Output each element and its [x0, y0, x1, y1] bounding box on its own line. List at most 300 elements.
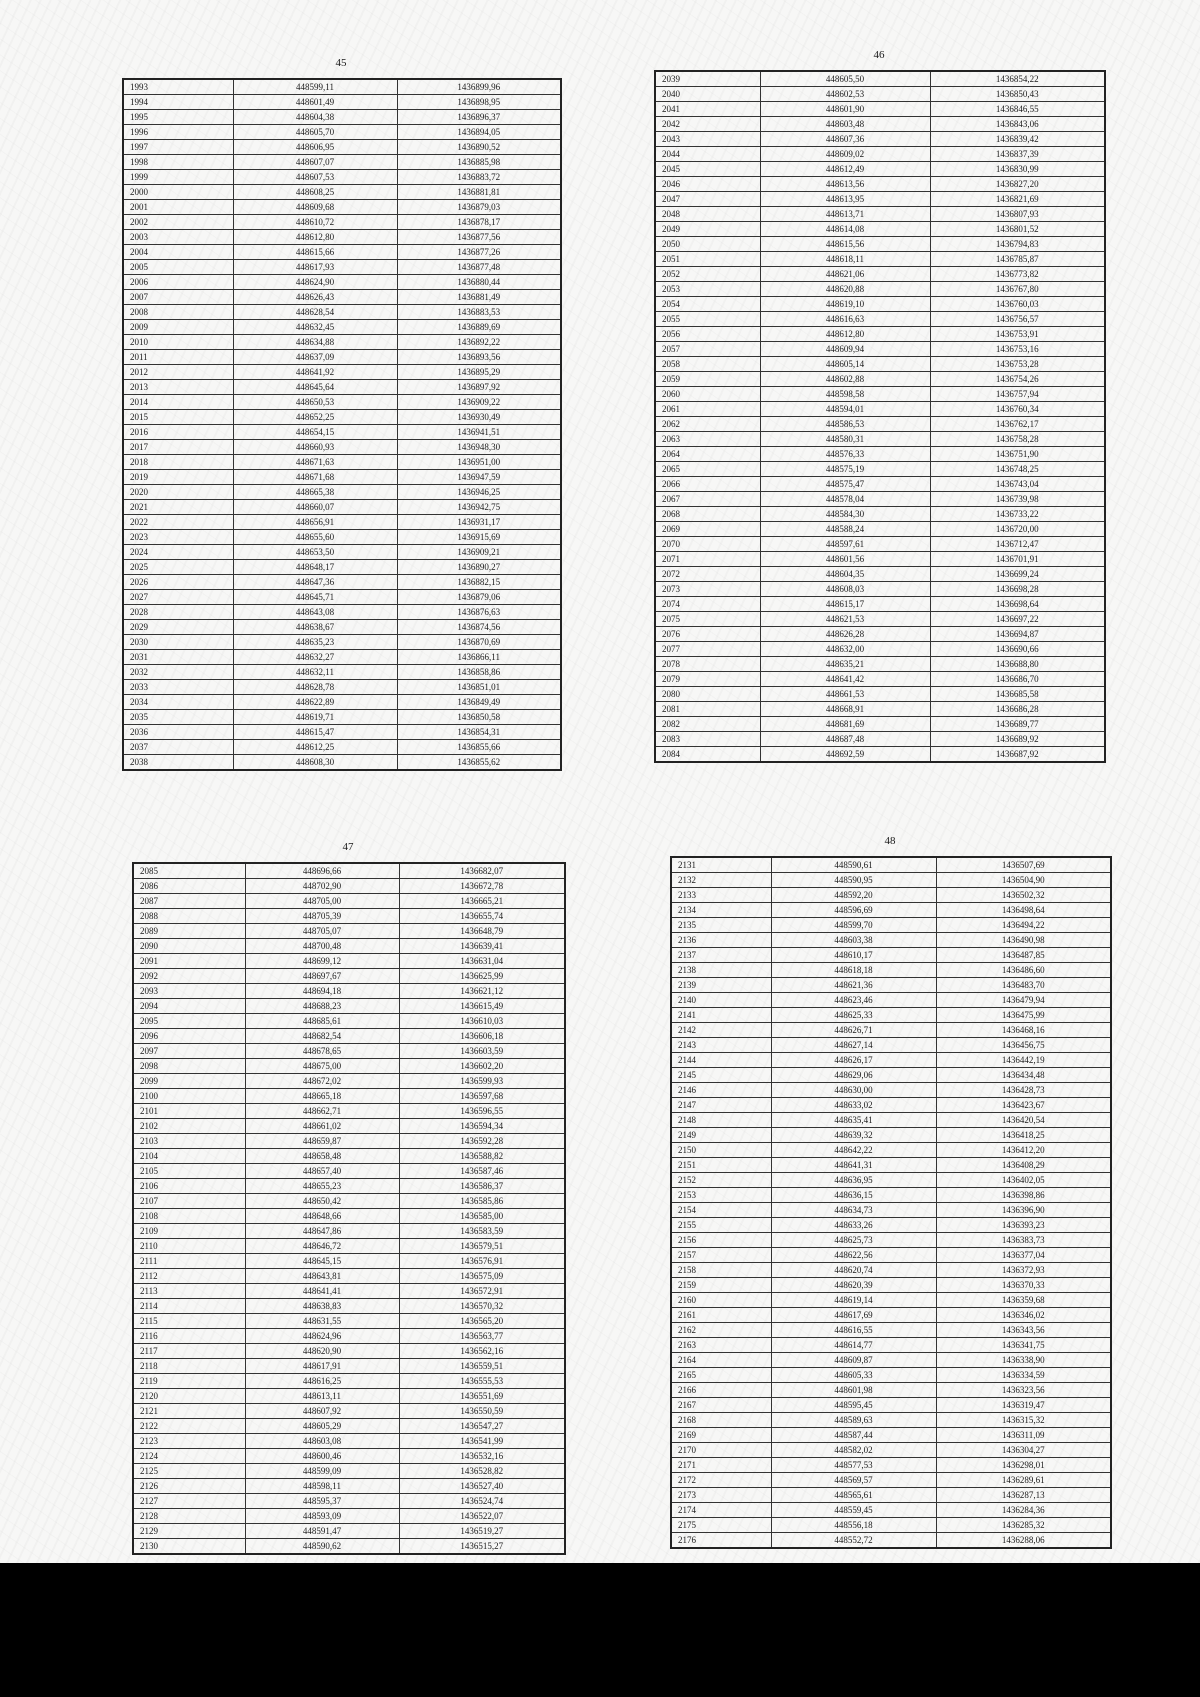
point-number-cell: 2151: [671, 1158, 771, 1173]
x-coordinate-cell: 448705,00: [245, 894, 399, 909]
x-coordinate-cell: 448634,88: [233, 335, 397, 350]
table-row: [671, 1113, 1111, 1128]
x-coordinate-cell: 448588,24: [760, 522, 930, 537]
x-coordinate-cell: 448660,07: [233, 500, 397, 515]
x-coordinate-cell: 448608,25: [233, 185, 397, 200]
table-row: [133, 1044, 565, 1059]
point-number-cell: 2169: [671, 1428, 771, 1443]
y-coordinate-cell: 1436753,16: [930, 342, 1105, 357]
table-row: [123, 620, 561, 635]
x-coordinate-cell: 448628,78: [233, 680, 397, 695]
table-row: [123, 125, 561, 140]
x-coordinate-cell: 448559,45: [771, 1503, 936, 1518]
point-number-cell: 2077: [655, 642, 760, 657]
y-coordinate-cell: 1436346,02: [936, 1308, 1111, 1323]
x-coordinate-cell: 448687,48: [760, 732, 930, 747]
table-row: [133, 1284, 565, 1299]
y-coordinate-cell: 1436396,90: [936, 1203, 1111, 1218]
y-coordinate-cell: 1436686,28: [930, 702, 1105, 717]
y-coordinate-cell: 1436890,27: [397, 560, 561, 575]
y-coordinate-cell: 1436876,63: [397, 605, 561, 620]
y-coordinate-cell: 1436625,99: [399, 969, 565, 984]
table-row: [133, 999, 565, 1014]
table-row: [133, 1359, 565, 1374]
y-coordinate-cell: 1436655,74: [399, 909, 565, 924]
y-coordinate-cell: 1436639,41: [399, 939, 565, 954]
table-row: [655, 507, 1105, 522]
y-coordinate-cell: 1436720,00: [930, 522, 1105, 537]
table-row: [133, 1239, 565, 1254]
table-row: [123, 395, 561, 410]
x-coordinate-cell: 448615,66: [233, 245, 397, 260]
x-coordinate-cell: 448627,14: [771, 1038, 936, 1053]
y-coordinate-cell: 1436753,91: [930, 327, 1105, 342]
y-coordinate-cell: 1436895,29: [397, 365, 561, 380]
y-coordinate-cell: 1436288,06: [936, 1533, 1111, 1549]
point-number-cell: 2106: [133, 1179, 245, 1194]
table-row: [655, 117, 1105, 132]
x-coordinate-cell: 448641,31: [771, 1158, 936, 1173]
y-coordinate-cell: 1436507,69: [936, 857, 1111, 873]
table-row: [133, 1149, 565, 1164]
table-row: [655, 687, 1105, 702]
y-coordinate-cell: 1436596,55: [399, 1104, 565, 1119]
y-coordinate-cell: 1436370,33: [936, 1278, 1111, 1293]
point-number-cell: 2030: [123, 635, 233, 650]
x-coordinate-cell: 448615,56: [760, 237, 930, 252]
point-number-cell: 2029: [123, 620, 233, 635]
point-number-cell: 2066: [655, 477, 760, 492]
x-coordinate-cell: 448612,25: [233, 740, 397, 755]
y-coordinate-cell: 1436468,16: [936, 1023, 1111, 1038]
y-coordinate-cell: 1436879,03: [397, 200, 561, 215]
x-coordinate-cell: 448603,48: [760, 117, 930, 132]
point-number-cell: 2157: [671, 1248, 771, 1263]
table-row: [133, 1164, 565, 1179]
table-row: [655, 582, 1105, 597]
x-coordinate-cell: 448605,29: [245, 1419, 399, 1434]
y-coordinate-cell: 1436298,01: [936, 1458, 1111, 1473]
y-coordinate-cell: 1436854,22: [930, 71, 1105, 87]
y-coordinate-cell: 1436762,17: [930, 417, 1105, 432]
point-number-cell: 2002: [123, 215, 233, 230]
x-coordinate-cell: 448575,47: [760, 477, 930, 492]
x-coordinate-cell: 448597,61: [760, 537, 930, 552]
point-number-cell: 2148: [671, 1113, 771, 1128]
table-row: [133, 1104, 565, 1119]
y-coordinate-cell: 1436855,66: [397, 740, 561, 755]
point-number-cell: 1995: [123, 110, 233, 125]
x-coordinate-cell: 448556,18: [771, 1518, 936, 1533]
x-coordinate-cell: 448586,53: [760, 417, 930, 432]
y-coordinate-cell: 1436892,22: [397, 335, 561, 350]
table-row: [123, 350, 561, 365]
table-row: [671, 857, 1111, 873]
table-row: [671, 1083, 1111, 1098]
table-row: [671, 1458, 1111, 1473]
y-coordinate-cell: 1436527,40: [399, 1479, 565, 1494]
point-number-cell: 2164: [671, 1353, 771, 1368]
x-coordinate-cell: 448685,61: [245, 1014, 399, 1029]
table-row: [671, 1188, 1111, 1203]
point-number-cell: 2043: [655, 132, 760, 147]
y-coordinate-cell: 1436315,32: [936, 1413, 1111, 1428]
x-coordinate-cell: 448645,64: [233, 380, 397, 395]
table-row: [671, 978, 1111, 993]
x-coordinate-cell: 448616,55: [771, 1323, 936, 1338]
table-row: [133, 1269, 565, 1284]
table-row: [133, 924, 565, 939]
x-coordinate-cell: 448624,96: [245, 1329, 399, 1344]
x-coordinate-cell: 448610,72: [233, 215, 397, 230]
point-number-cell: 2034: [123, 695, 233, 710]
point-number-cell: 2059: [655, 372, 760, 387]
table-row: [655, 327, 1105, 342]
y-coordinate-cell: 1436881,49: [397, 290, 561, 305]
table-row: [655, 147, 1105, 162]
point-number-cell: 2087: [133, 894, 245, 909]
table-row: [671, 1128, 1111, 1143]
point-number-cell: 2129: [133, 1524, 245, 1539]
y-coordinate-cell: 1436475,99: [936, 1008, 1111, 1023]
point-number-cell: 2088: [133, 909, 245, 924]
y-coordinate-cell: 1436428,73: [936, 1083, 1111, 1098]
table-row: [655, 357, 1105, 372]
y-coordinate-cell: 1436877,48: [397, 260, 561, 275]
y-coordinate-cell: 1436323,56: [936, 1383, 1111, 1398]
point-number-cell: 2137: [671, 948, 771, 963]
point-number-cell: 2033: [123, 680, 233, 695]
table-row: [671, 1158, 1111, 1173]
table-row: [671, 1248, 1111, 1263]
coordinates-table: [670, 856, 1112, 1549]
y-coordinate-cell: 1436585,00: [399, 1209, 565, 1224]
x-coordinate-cell: 448654,15: [233, 425, 397, 440]
table-row: [133, 1434, 565, 1449]
x-coordinate-cell: 448608,03: [760, 582, 930, 597]
x-coordinate-cell: 448641,42: [760, 672, 930, 687]
point-number-cell: 2171: [671, 1458, 771, 1473]
table-row: [655, 237, 1105, 252]
y-coordinate-cell: 1436319,47: [936, 1398, 1111, 1413]
y-coordinate-cell: 1436821,69: [930, 192, 1105, 207]
x-coordinate-cell: 448652,25: [233, 410, 397, 425]
point-number-cell: 2108: [133, 1209, 245, 1224]
table-row: [671, 1383, 1111, 1398]
point-number-cell: 2084: [655, 747, 760, 763]
x-coordinate-cell: 448633,02: [771, 1098, 936, 1113]
table-row: [133, 1194, 565, 1209]
table-row: [133, 894, 565, 909]
x-coordinate-cell: 448671,63: [233, 455, 397, 470]
y-coordinate-cell: 1436334,59: [936, 1368, 1111, 1383]
point-number-cell: 2138: [671, 963, 771, 978]
y-coordinate-cell: 1436519,27: [399, 1524, 565, 1539]
y-coordinate-cell: 1436494,22: [936, 918, 1111, 933]
y-coordinate-cell: 1436398,86: [936, 1188, 1111, 1203]
y-coordinate-cell: 1436575,09: [399, 1269, 565, 1284]
point-number-cell: 2062: [655, 417, 760, 432]
y-coordinate-cell: 1436882,15: [397, 575, 561, 590]
page-block-46: [654, 48, 1104, 759]
point-number-cell: 2061: [655, 402, 760, 417]
table-row: [671, 1023, 1111, 1038]
point-number-cell: 2161: [671, 1308, 771, 1323]
y-coordinate-cell: 1436572,91: [399, 1284, 565, 1299]
x-coordinate-cell: 448592,20: [771, 888, 936, 903]
point-number-cell: 2047: [655, 192, 760, 207]
point-number-cell: 2149: [671, 1128, 771, 1143]
x-coordinate-cell: 448577,53: [771, 1458, 936, 1473]
y-coordinate-cell: 1436870,69: [397, 635, 561, 650]
table-row: [133, 939, 565, 954]
y-coordinate-cell: 1436631,04: [399, 954, 565, 969]
table-row: [123, 95, 561, 110]
y-coordinate-cell: 1436383,73: [936, 1233, 1111, 1248]
point-number-cell: 2105: [133, 1164, 245, 1179]
table-row: [671, 1008, 1111, 1023]
table-row: [123, 245, 561, 260]
x-coordinate-cell: 448692,59: [760, 747, 930, 763]
table-row: [133, 1134, 565, 1149]
point-number-cell: 2073: [655, 582, 760, 597]
point-number-cell: 2134: [671, 903, 771, 918]
table-row: [655, 402, 1105, 417]
x-coordinate-cell: 448582,02: [771, 1443, 936, 1458]
x-coordinate-cell: 448606,95: [233, 140, 397, 155]
x-coordinate-cell: 448620,88: [760, 282, 930, 297]
y-coordinate-cell: 1436699,24: [930, 567, 1105, 582]
table-row: [671, 1503, 1111, 1518]
point-number-cell: 2013: [123, 380, 233, 395]
y-coordinate-cell: 1436689,77: [930, 717, 1105, 732]
y-coordinate-cell: 1436898,95: [397, 95, 561, 110]
table-row: [123, 110, 561, 125]
y-coordinate-cell: 1436880,44: [397, 275, 561, 290]
y-coordinate-cell: 1436372,93: [936, 1263, 1111, 1278]
x-coordinate-cell: 448619,10: [760, 297, 930, 312]
y-coordinate-cell: 1436893,56: [397, 350, 561, 365]
y-coordinate-cell: 1436408,29: [936, 1158, 1111, 1173]
point-number-cell: 2014: [123, 395, 233, 410]
x-coordinate-cell: 448619,71: [233, 710, 397, 725]
y-coordinate-cell: 1436594,34: [399, 1119, 565, 1134]
point-number-cell: 2127: [133, 1494, 245, 1509]
point-number-cell: 2107: [133, 1194, 245, 1209]
point-number-cell: 2011: [123, 350, 233, 365]
x-coordinate-cell: 448645,15: [245, 1254, 399, 1269]
point-number-cell: 2038: [123, 755, 233, 771]
y-coordinate-cell: 1436522,07: [399, 1509, 565, 1524]
x-coordinate-cell: 448665,38: [233, 485, 397, 500]
point-number-cell: 2103: [133, 1134, 245, 1149]
page-block-45: [122, 56, 560, 767]
x-coordinate-cell: 448641,41: [245, 1284, 399, 1299]
x-coordinate-cell: 448653,50: [233, 545, 397, 560]
x-coordinate-cell: 448609,02: [760, 147, 930, 162]
x-coordinate-cell: 448587,44: [771, 1428, 936, 1443]
x-coordinate-cell: 448605,14: [760, 357, 930, 372]
point-number-cell: 2126: [133, 1479, 245, 1494]
point-number-cell: 2010: [123, 335, 233, 350]
table-row: [655, 372, 1105, 387]
point-number-cell: 1994: [123, 95, 233, 110]
table-row: [123, 410, 561, 425]
y-coordinate-cell: 1436801,52: [930, 222, 1105, 237]
x-coordinate-cell: 448613,95: [760, 192, 930, 207]
y-coordinate-cell: 1436562,16: [399, 1344, 565, 1359]
y-coordinate-cell: 1436689,92: [930, 732, 1105, 747]
point-number-cell: 2065: [655, 462, 760, 477]
table-row: [133, 1299, 565, 1314]
x-coordinate-cell: 448705,39: [245, 909, 399, 924]
point-number-cell: 2008: [123, 305, 233, 320]
x-coordinate-cell: 448605,33: [771, 1368, 936, 1383]
point-number-cell: 2046: [655, 177, 760, 192]
point-number-cell: 2091: [133, 954, 245, 969]
x-coordinate-cell: 448626,43: [233, 290, 397, 305]
point-number-cell: 2016: [123, 425, 233, 440]
table-row: [123, 440, 561, 455]
point-number-cell: 2056: [655, 327, 760, 342]
table-row: [133, 1344, 565, 1359]
point-number-cell: 2064: [655, 447, 760, 462]
y-coordinate-cell: 1436547,27: [399, 1419, 565, 1434]
y-coordinate-cell: 1436866,11: [397, 650, 561, 665]
point-number-cell: 2020: [123, 485, 233, 500]
table-row: [123, 545, 561, 560]
point-number-cell: 2099: [133, 1074, 245, 1089]
x-coordinate-cell: 448608,30: [233, 755, 397, 771]
x-coordinate-cell: 448617,91: [245, 1359, 399, 1374]
y-coordinate-cell: 1436897,92: [397, 380, 561, 395]
point-number-cell: 2173: [671, 1488, 771, 1503]
y-coordinate-cell: 1436603,59: [399, 1044, 565, 1059]
table-row: [671, 873, 1111, 888]
x-coordinate-cell: 448696,66: [245, 863, 399, 879]
y-coordinate-cell: 1436456,75: [936, 1038, 1111, 1053]
table-row: [123, 455, 561, 470]
table-row: [133, 1419, 565, 1434]
point-number-cell: 2102: [133, 1119, 245, 1134]
table-row: [671, 933, 1111, 948]
table-row: [133, 1539, 565, 1555]
y-coordinate-cell: 1436570,32: [399, 1299, 565, 1314]
point-number-cell: 2035: [123, 710, 233, 725]
table-row: [655, 252, 1105, 267]
y-coordinate-cell: 1436434,48: [936, 1068, 1111, 1083]
y-coordinate-cell: 1436341,75: [936, 1338, 1111, 1353]
table-row: [123, 170, 561, 185]
point-number-cell: 2175: [671, 1518, 771, 1533]
table-row: [655, 702, 1105, 717]
table-row: [671, 1053, 1111, 1068]
point-number-cell: 1998: [123, 155, 233, 170]
x-coordinate-cell: 448621,36: [771, 978, 936, 993]
x-coordinate-cell: 448593,09: [245, 1509, 399, 1524]
x-coordinate-cell: 448660,93: [233, 440, 397, 455]
point-number-cell: 2165: [671, 1368, 771, 1383]
table-row: [133, 1329, 565, 1344]
point-number-cell: 2098: [133, 1059, 245, 1074]
point-number-cell: 2068: [655, 507, 760, 522]
y-coordinate-cell: 1436487,85: [936, 948, 1111, 963]
table-row: [671, 1398, 1111, 1413]
table-row: [133, 1089, 565, 1104]
y-coordinate-cell: 1436377,04: [936, 1248, 1111, 1263]
y-coordinate-cell: 1436883,53: [397, 305, 561, 320]
point-number-cell: 2004: [123, 245, 233, 260]
y-coordinate-cell: 1436837,39: [930, 147, 1105, 162]
y-coordinate-cell: 1436597,68: [399, 1089, 565, 1104]
table-row: [671, 1428, 1111, 1443]
point-number-cell: 2075: [655, 612, 760, 627]
table-row: [133, 1179, 565, 1194]
table-row: [655, 162, 1105, 177]
y-coordinate-cell: 1436743,04: [930, 477, 1105, 492]
y-coordinate-cell: 1436498,64: [936, 903, 1111, 918]
x-coordinate-cell: 448610,17: [771, 948, 936, 963]
table-row: [133, 1314, 565, 1329]
y-coordinate-cell: 1436830,99: [930, 162, 1105, 177]
point-number-cell: 2027: [123, 590, 233, 605]
point-number-cell: 1996: [123, 125, 233, 140]
y-coordinate-cell: 1436502,32: [936, 888, 1111, 903]
point-number-cell: 2140: [671, 993, 771, 1008]
point-number-cell: 2052: [655, 267, 760, 282]
table-row: [123, 425, 561, 440]
table-row: [123, 215, 561, 230]
y-coordinate-cell: 1436942,75: [397, 500, 561, 515]
table-row: [133, 1074, 565, 1089]
y-coordinate-cell: 1436889,69: [397, 320, 561, 335]
y-coordinate-cell: 1436304,27: [936, 1443, 1111, 1458]
point-number-cell: 2022: [123, 515, 233, 530]
table-row: [655, 567, 1105, 582]
point-number-cell: 2133: [671, 888, 771, 903]
table-row: [671, 1473, 1111, 1488]
table-row: [655, 282, 1105, 297]
table-row: [123, 665, 561, 680]
y-coordinate-cell: 1436951,00: [397, 455, 561, 470]
table-row: [123, 530, 561, 545]
x-coordinate-cell: 448620,39: [771, 1278, 936, 1293]
table-row: [655, 477, 1105, 492]
table-row: [123, 155, 561, 170]
coordinates-table: [122, 78, 562, 771]
point-number-cell: 2116: [133, 1329, 245, 1344]
table-row: [123, 290, 561, 305]
y-coordinate-cell: 1436850,58: [397, 710, 561, 725]
point-number-cell: 2146: [671, 1083, 771, 1098]
point-number-cell: 2063: [655, 432, 760, 447]
table-row: [655, 597, 1105, 612]
x-coordinate-cell: 448616,25: [245, 1374, 399, 1389]
table-row: [123, 275, 561, 290]
coordinates-table: [654, 70, 1106, 763]
table-row: [133, 1014, 565, 1029]
x-coordinate-cell: 448657,40: [245, 1164, 399, 1179]
point-number-cell: 1993: [123, 79, 233, 95]
point-number-cell: 2110: [133, 1239, 245, 1254]
y-coordinate-cell: 1436877,56: [397, 230, 561, 245]
x-coordinate-cell: 448623,46: [771, 993, 936, 1008]
y-coordinate-cell: 1436682,07: [399, 863, 565, 879]
x-coordinate-cell: 448619,14: [771, 1293, 936, 1308]
point-number-cell: 2081: [655, 702, 760, 717]
point-number-cell: 2162: [671, 1323, 771, 1338]
table-row: [671, 1173, 1111, 1188]
